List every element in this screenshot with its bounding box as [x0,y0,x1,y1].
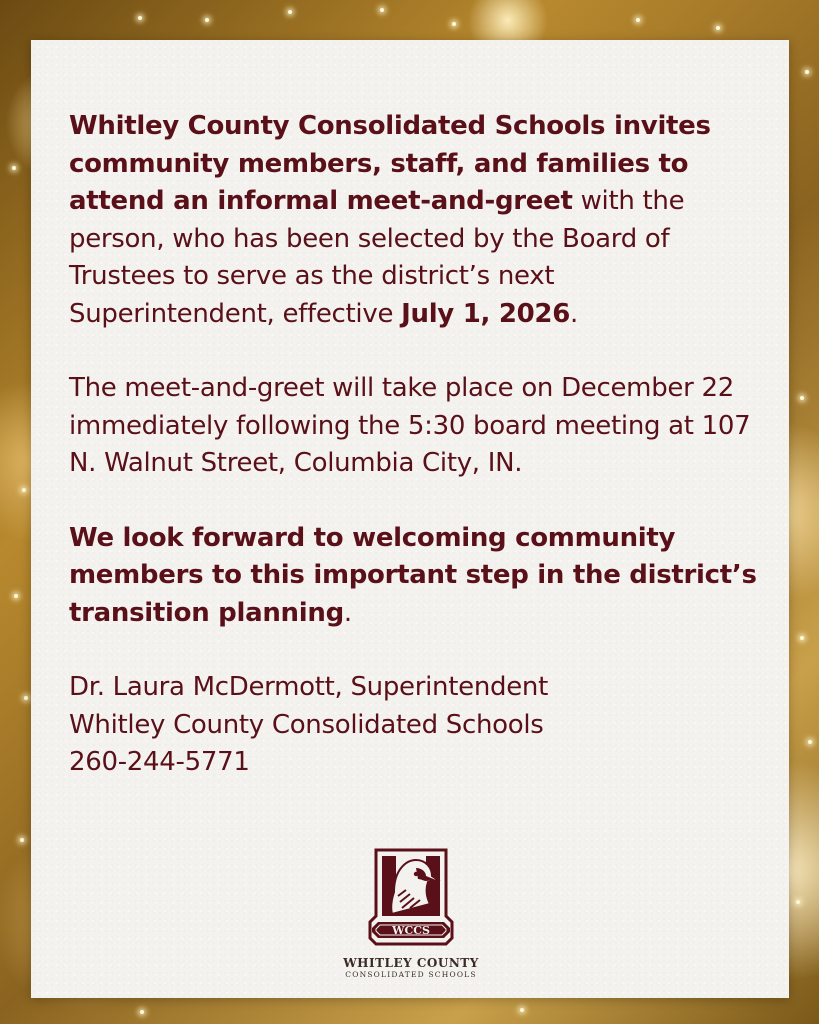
sparkle [796,900,800,904]
sparkle [14,594,18,598]
signature-name: Dr. Laura McDermott, Superintendent [69,672,548,702]
sparkle [22,488,26,492]
intro-bold-lead: Whitley County Consolidated Schools invites community members, staff, and families to attend an informal meet-and-greet [69,111,711,216]
signature-block [69,669,759,782]
intro-middle: with the person, who has been selected by the Board of Trustees to serve as the district’s next Superintendent, effective [69,186,685,329]
sparkle [452,22,456,26]
signature-phone: 260-244-5771 [69,747,250,777]
sparkle [800,636,804,640]
sparkle [12,166,16,170]
school-logo [331,846,491,980]
effective-date: July 1, 2026 [401,298,570,329]
sparkle [716,26,720,30]
eagle-crest-icon [366,846,456,950]
sparkle [380,8,384,12]
signature-organization: Whitley County Consolidated Schools [69,709,544,740]
sparkle [205,18,209,22]
sparkle [636,18,640,22]
logo-subtitle: CONSOLIDATED SCHOOLS [345,970,477,979]
sparkle [808,740,812,744]
intro-paragraph [69,108,759,333]
closing-bold: We look forward to welcoming community members to this important step in the district’s transition planning [69,522,757,628]
sparkle [288,10,292,14]
intro-tail: . [570,298,578,329]
sparkle [805,70,809,74]
logo-name: WHITLEY COUNTY [343,956,479,970]
sparkle [138,16,142,20]
sparkle [24,696,28,700]
announcement-text [69,108,759,782]
logo-badge-text: WCCS [392,924,430,937]
sparkle [520,1008,524,1012]
sparkle [140,1010,144,1014]
closing-tail: . [343,597,352,628]
announcement-card [31,40,789,998]
sparkle [800,396,804,400]
details-paragraph: The meet-and-greet will take place on December 22 immediately following the 5:30 board meeting at 107 N. Walnut Street, Columbia City, IN. [69,373,751,478]
sparkle [20,838,24,842]
closing-paragraph [69,520,759,633]
